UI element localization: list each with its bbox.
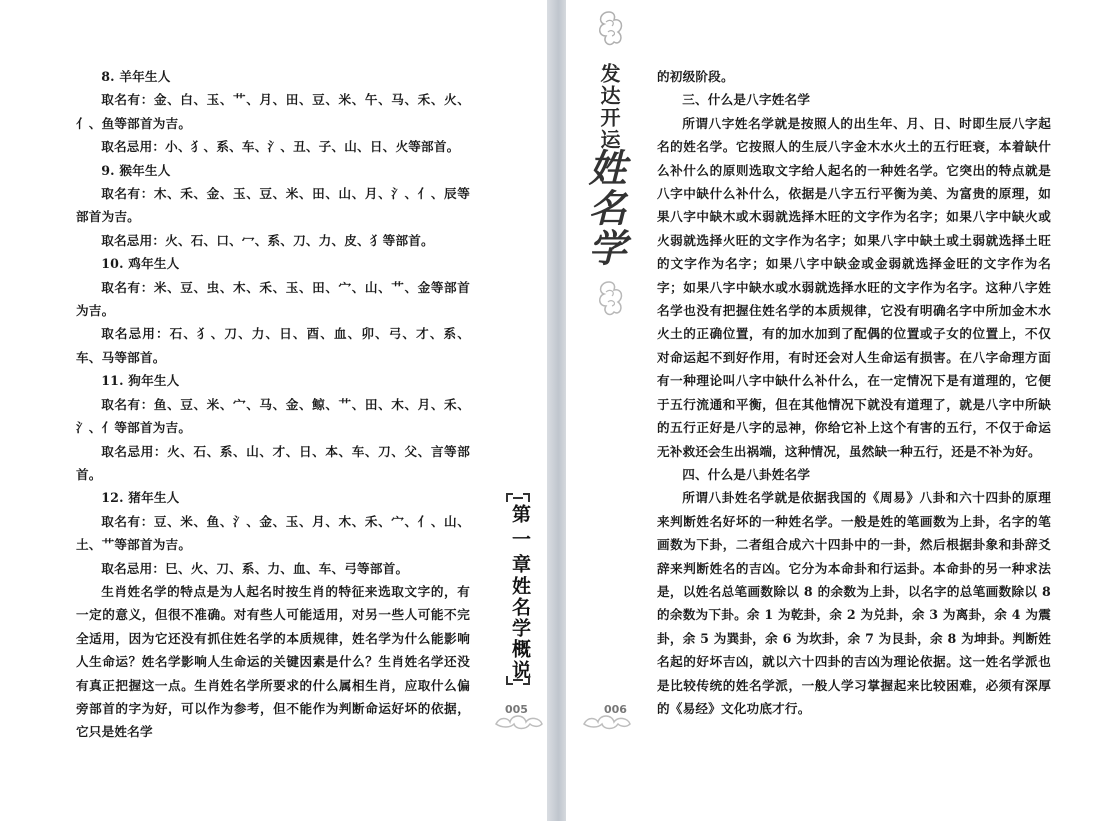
- page-number: 006: [604, 703, 627, 716]
- book-title-small: 发达开运: [597, 63, 621, 151]
- section-heading: 12. 猪年生人: [101, 490, 180, 506]
- body-paragraph: 取名有：木、禾、金、玉、豆、米、田、山、月、氵、亻、辰等部首为吉。: [76, 186, 470, 225]
- body-paragraph: 取名忌用：小、犭、系、车、氵、丑、子、山、日、火等部首。: [101, 139, 460, 155]
- body-paragraph: 生肖姓名学的特点是为人起名时按生肖的特征来选取文字的，有一定的意义，但很不准确。对有些人可能适用，对另一些人可能不完全适用，因为它还没有抓住姓名学的本质规律，姓名学为什么能影响人生命运？姓名学影响人生命运的关键因素是什么？生肖姓名学还没有真正把握这一点。生肖姓名学所要求的什么属相生肖，应取什么偏旁部首的字为好，可以作为参考，但不能作为判断命运好坏的依据，它只是姓名学: [76, 583, 470, 740]
- section-heading: 11. 狗年生人: [101, 373, 180, 389]
- book-title-large: 姓名学: [582, 148, 627, 268]
- book-title: [582, 8, 630, 338]
- book-gutter: [547, 0, 566, 821]
- left-page-text: [76, 65, 470, 744]
- body-paragraph: 的初级阶段。: [657, 69, 734, 84]
- section-heading: 四、什么是八卦姓名学: [682, 466, 811, 482]
- chapter-tab: [501, 492, 535, 692]
- right-page-text: [657, 65, 1051, 720]
- page-number: 005: [505, 703, 528, 716]
- body-paragraph: 取名忌用：火、石、系、山、才、日、本、车、刀、父、言等部首。: [76, 443, 470, 482]
- body-paragraph: 取名忌用：巳、火、刀、系、力、血、车、弓等部首。: [101, 560, 409, 576]
- cloud-ornament-icon: [592, 278, 626, 322]
- bracket-ornament-icon: [505, 674, 531, 686]
- bracket-ornament-icon: [505, 492, 531, 504]
- section-heading: 8. 羊年生人: [101, 69, 171, 84]
- body-paragraph: 所谓八字姓名学就是按照人的出生年、月、日、时即生辰八字起名的姓名学。它按照人的生辰八字金木水火土的五行旺衰，本着缺什么补什么的原则选取文字给人起名的一种姓名学。它突出的特点就是八字中缺什么补什么，依据是八字五行平衡为美、为富贵的原理，如果八字中缺木或木弱就选择木旺的文字作为名字；如果八字中缺火或火弱就选择火旺的文字作为名字；如果八字中缺土或土弱就选择土旺的文字作为名字；如果八字中缺金或金弱就选择金旺的文字作为名字；如果八字中缺水或水弱就选择水旺的文字作为名字。这种八字姓名学也没有把握住姓名学的本质规律，它没有明确名字中所加金木水火土的正确位置，有的加水加到了配偶的位置或子女的位置上，不仅对命运起不到好作用，有时还会对人生命运有损害。在八字命理方面有一种理论叫八字中缺什么补什么，在一定情况下是有道理的，它便于五行流通和平衡，但在其他情况下就没有道理了，就是八字中所缺的五行正好是八字的忌神，你给它补上这个有害的五行，不仅于命运无补救还会生出祸端，这种情况，虽然缺一种五行，还是不补为好。: [657, 115, 1051, 459]
- section-heading: 9. 猴年生人: [101, 162, 171, 178]
- body-paragraph: 取名有：米、豆、虫、木、禾、玉、田、宀、山、艹、金等部首为吉。: [76, 279, 470, 319]
- section-heading: 三、什么是八字姓名学: [682, 92, 811, 108]
- chapter-title: 姓名学概说: [509, 576, 531, 681]
- body-paragraph: 所谓八卦姓名学就是依据我国的《周易》八卦和六十四卦的原理来判断姓名好坏的一种姓名学。一般是姓的笔画数为上卦，名字的笔画数为下卦，二者组合成六十四卦中的一卦，然后根据卦象和卦辞爻辞来判断姓名的吉凶。它分为本命卦和行运卦。本命卦的另一种求法是，以姓名总笔画数除以 8 的余数为上卦，以名字的总笔画数除以 8 的余数为下卦。余 1 为乾卦，余 2 为兑卦，余 3 为离卦，余 4 为震卦，余 5 为巽卦，余 6 为坎卦，余 7 为艮卦，余 8 为坤卦。判断姓名起的好坏吉凶，就以六十四卦的吉凶为理论依据。这一姓名学派也是比较传统的姓名学派，一般人学习掌握起来比较困难，必须有深厚的《易经》文化功底才行。: [657, 490, 1051, 716]
- chapter-number: 第一章: [509, 504, 531, 579]
- cloud-ornament-icon: [592, 8, 626, 52]
- body-paragraph: 取名有：金、白、玉、艹、月、田、豆、米、午、马、禾、火、亻、鱼等部首为吉。: [76, 92, 470, 131]
- body-paragraph: 取名有：豆、米、鱼、氵、金、玉、月、木、禾、宀、亻、山、土、艹等部首为吉。: [76, 513, 470, 553]
- body-paragraph: 取名有：鱼、豆、米、宀、马、金、鲸、艹、田、木、月、禾、氵、亻等部首为吉。: [76, 396, 470, 436]
- body-paragraph: 取名忌用：火、石、口、冖、系、刀、力、皮、犭等部首。: [101, 232, 434, 248]
- body-paragraph: 取名忌用：石、犭、刀、力、日、酉、血、卯、弓、才、系、车、马等部首。: [76, 326, 470, 365]
- section-heading: 10. 鸡年生人: [101, 256, 180, 272]
